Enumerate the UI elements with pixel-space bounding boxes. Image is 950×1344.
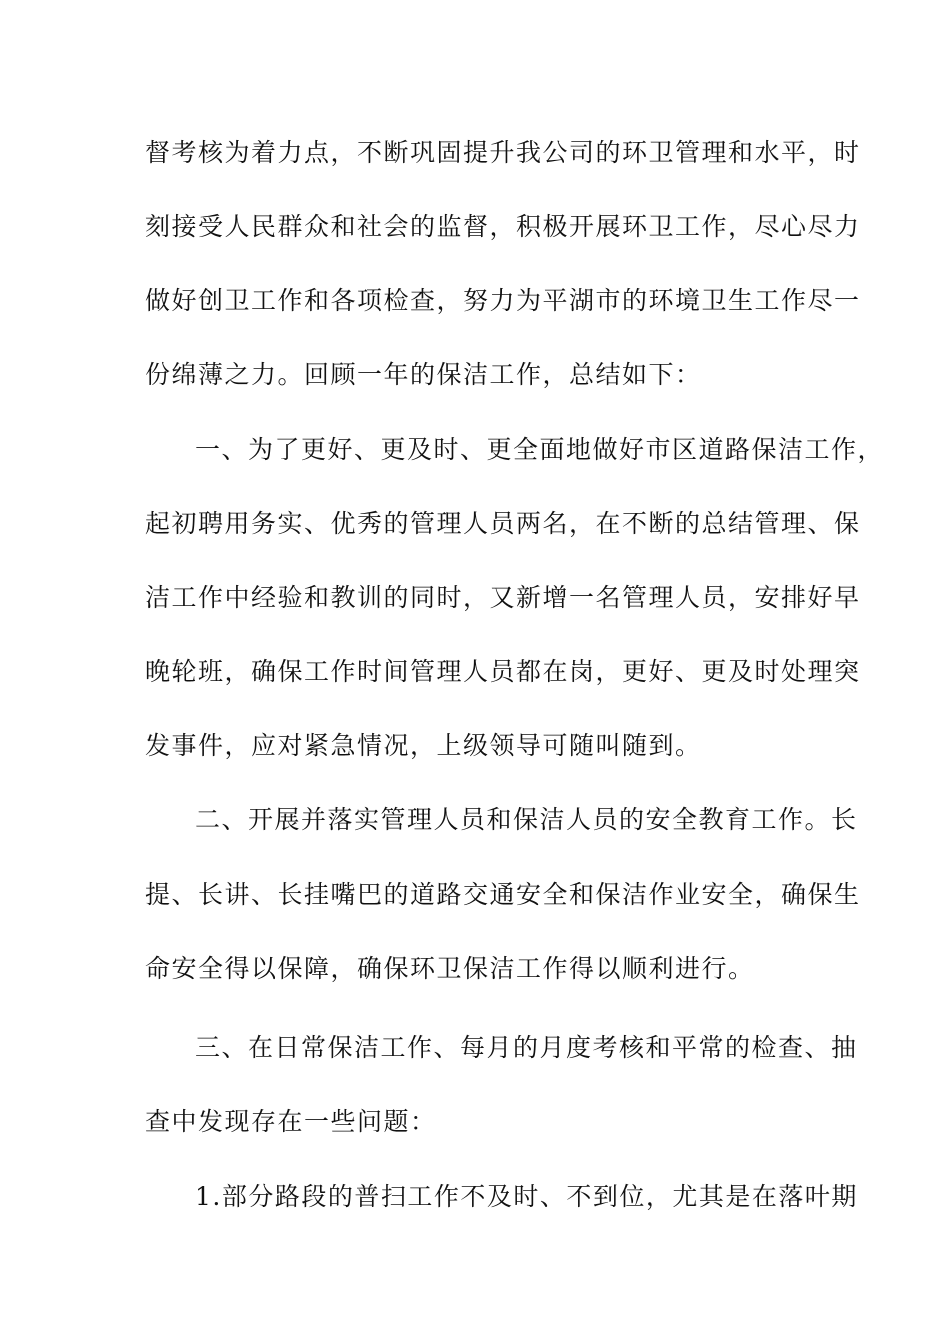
text-line: 份绵薄之力。回顾一年的保洁工作，总结如下：: [145, 360, 702, 389]
paragraph-start-line: 三、在日常保洁工作、每月的月度考核和平常的检查、抽: [195, 1033, 858, 1062]
text-line: 洁工作中经验和教训的同时，又新增一名管理人员，安排好早: [145, 583, 861, 612]
text-line: 起初聘用务实、优秀的管理人员两名，在不断的总结管理、保: [145, 509, 861, 538]
text-line: 命安全得以保障，确保环卫保洁工作得以顺利进行。: [145, 954, 755, 983]
text-line: 发事件，应对紧急情况，上级领导可随叫随到。: [145, 731, 702, 760]
text-line: 督考核为着力点，不断巩固提升我公司的环卫管理和水平，时: [145, 138, 861, 167]
text-line: 刻接受人民群众和社会的监督，积极开展环卫工作，尽心尽力: [145, 212, 861, 241]
paragraph-start-line: 二、开展并落实管理人员和保洁人员的安全教育工作。长: [195, 805, 858, 834]
text-line: 晚轮班，确保工作时间管理人员都在岗，更好、更及时处理突: [145, 657, 861, 686]
list-item-line: 1.部分路段的普扫工作不及时、不到位，尤其是在落叶期: [195, 1182, 858, 1211]
text-line: 提、长讲、长挂嘴巴的道路交通安全和保洁作业安全，确保生: [145, 880, 861, 909]
text-line: 做好创卫工作和各项检查，努力为平湖市的环境卫生工作尽一: [145, 286, 861, 315]
paragraph-start-line: 一、为了更好、更及时、更全面地做好市区道路保洁工作，: [195, 435, 885, 464]
text-line: 查中发现存在一些问题：: [145, 1107, 437, 1136]
